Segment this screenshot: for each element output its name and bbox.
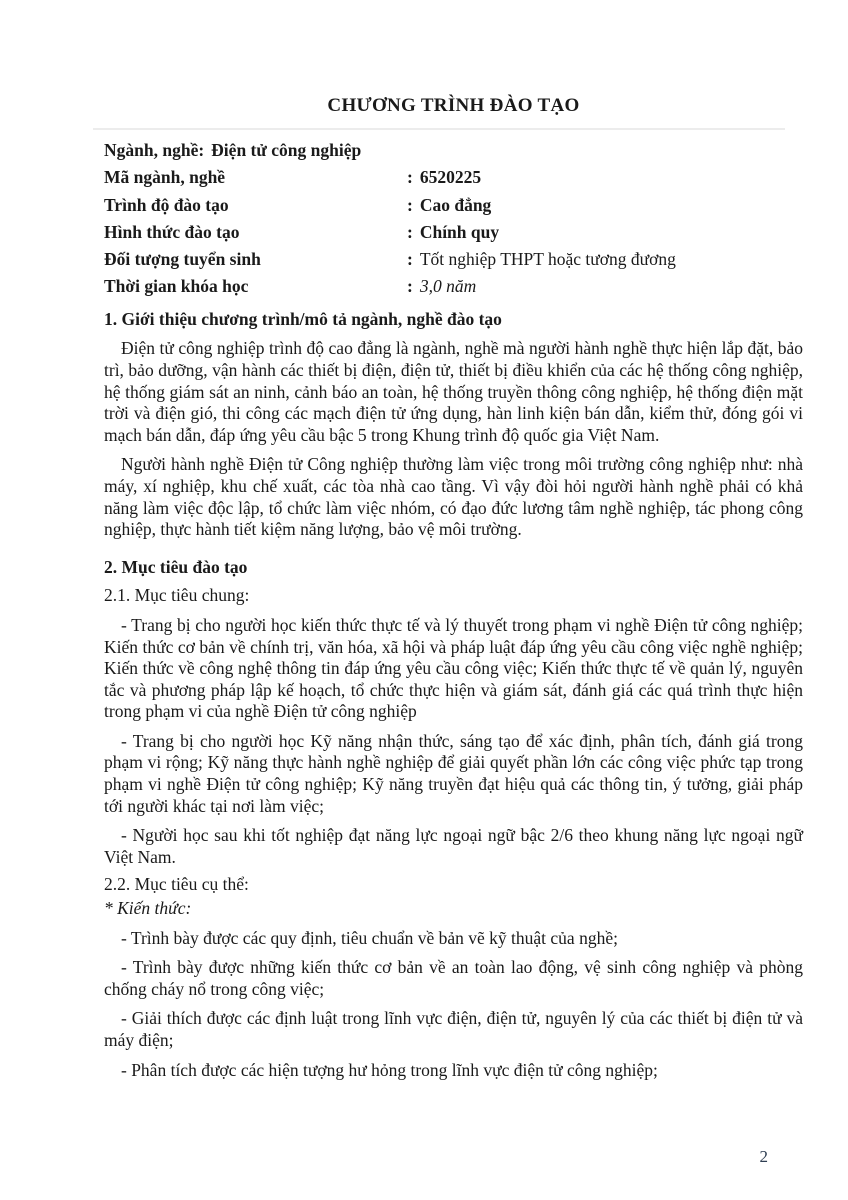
colon: : [407, 249, 413, 270]
info-row-major [104, 137, 803, 164]
program-info-block [104, 137, 803, 301]
info-row-form [104, 219, 803, 246]
info-value: Chính quy [419, 221, 500, 242]
paragraph: Điện tử công nghiệp trình độ cao đẳng là ngành, nghề mà người hành nghề thực hiện lắp đặt, bảo trì, bảo dưỡng, vận hành các thiết bị điện, điện tử, thiết bị điều khiển của các hệ thống công nghiệp, hệ thống giám sát an ninh, cảnh báo an toàn, hệ thống truyền thông công nghiệp, hệ thống điện mặt trời và điện gió, thi công các mạch điện tử ứng dụng, hàn linh kiện bán dẫn, kiểm thử, đóng gói vi mạch bán dẫn, đáp ứng yêu cầu bậc 5 trong Khung trình độ quốc gia Việt Nam. [104, 338, 803, 445]
info-label: Hình thức đào tạo [104, 221, 240, 242]
bullet-item: - Trang bị cho người học Kỹ năng nhận thức, sáng tạo để xác định, phân tích, đánh giá trong phạm vi rộng; Kỹ năng thực hành nghề nghiệp để giải quyết phần lớn các công việc phức tạp trong phạm vi nghề Điện tử công nghiệp; Kỹ năng truyền đạt hiệu quả các thông tin, ý tưởng, giải pháp tới người khác tại nơi làm việc; [104, 730, 803, 816]
info-row-level [104, 192, 803, 219]
info-value: Tốt nghiệp THPT hoặc tương đương [419, 249, 676, 270]
section-2-1-heading: 2.1. Mục tiêu chung: [104, 585, 250, 606]
info-label: Ngành, nghề: [104, 140, 205, 160]
info-value: 3,0 năm [419, 276, 477, 297]
colon: : [407, 167, 413, 188]
info-label: Mã ngành, nghề [104, 167, 226, 188]
info-row-admission [104, 246, 803, 273]
info-row-duration [104, 273, 803, 300]
title-divider [93, 128, 785, 130]
bullet-item: - Trang bị cho người học kiến thức thực tế và lý thuyết trong phạm vi nghề Điện tử công nghiệp; Kiến thức cơ bản về chính trị, văn hóa, xã hội và pháp luật đáp ứng yêu cầu công việc nghề nghiệp; Kiến thức về công nghệ thông tin đáp ứng yêu cầu công việc; Kiến thức thực tế về quản lý, nguyên tắc và phương pháp lập kế hoạch, tổ chức thực hiện và giám sát, đánh giá các quá trình thực hiện trong phạm vi của nghề Điện tử công nghiệp [104, 614, 803, 722]
section-2-2-heading: 2.2. Mục tiêu cụ thể: [104, 874, 249, 895]
info-label: Thời gian khóa học [104, 276, 249, 297]
bullet-item: - Giải thích được các định luật trong lĩnh vực điện, điện tử, nguyên lý của các thiết bị điện tử và máy điện; [104, 1008, 803, 1050]
page-number: 2 [759, 1147, 768, 1166]
section-1-heading: 1. Giới thiệu chương trình/mô tả ngành, nghề đào tạo [104, 308, 502, 329]
info-row-code [104, 164, 803, 191]
info-label: Đối tượng tuyển sinh [104, 249, 261, 270]
knowledge-heading: * Kiến thức: [104, 898, 192, 919]
info-value: 6520225 [419, 167, 482, 188]
info-label: Trình độ đào tạo [104, 194, 229, 215]
document-title: CHƯƠNG TRÌNH ĐÀO TẠO [327, 95, 580, 116]
colon: : [407, 194, 413, 215]
info-value: Điện tử công nghiệp [211, 140, 362, 160]
bullet-item: - Người học sau khi tốt nghiệp đạt năng lực ngoại ngữ bậc 2/6 theo khung năng lực ngoại ngữ Việt Nam. [104, 825, 803, 867]
document-page [104, 95, 803, 1081]
paragraph: Người hành nghề Điện tử Công nghiệp thường làm việc trong môi trường công nghiệp như: nhà máy, xí nghiệp, khu chế xuất, các tòa nhà cao tầng. Vì vậy đòi hỏi người hành nghề phải có khả năng làm việc độc lập, tổ chức làm việc nhóm, có đạo đức lương tâm nghề nghiệp, tác phong công nghiệp, thực hành tiết kiệm năng lượng, bảo vệ môi trường. [104, 454, 803, 540]
bullet-item: - Phân tích được các hiện tượng hư hỏng trong lĩnh vực điện tử công nghiệp; [121, 1059, 658, 1080]
bullet-item: - Trình bày được những kiến thức cơ bản về an toàn lao động, vệ sinh công nghiệp và phòng chống cháy nổ trong công việc; [104, 957, 803, 999]
section-2-heading: 2. Mục tiêu đào tạo [104, 556, 248, 577]
colon: : [407, 276, 413, 297]
info-value: Cao đẳng [419, 194, 492, 215]
document-body [104, 309, 803, 1081]
bullet-item: - Trình bày được các quy định, tiêu chuẩn về bản vẽ kỹ thuật của nghề; [121, 927, 618, 948]
colon: : [407, 221, 413, 242]
